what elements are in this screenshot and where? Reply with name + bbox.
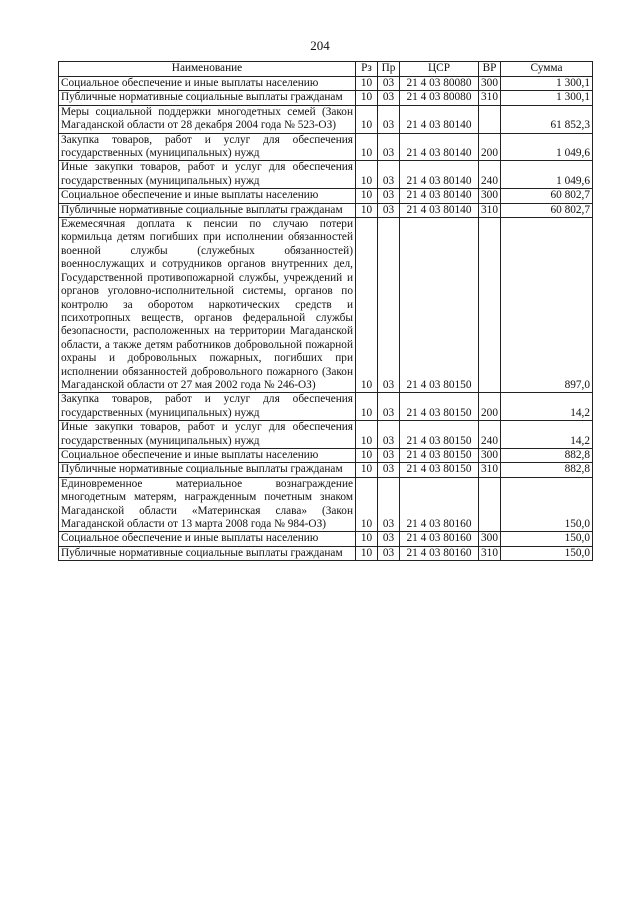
row-sum: 882,8 (501, 463, 593, 477)
row-vr: 310 (479, 91, 501, 105)
header-rz: Рз (356, 62, 378, 77)
row-csr: 21 4 03 80140 (400, 133, 479, 161)
row-csr: 21 4 03 80150 (400, 463, 479, 477)
row-pr: 03 (378, 546, 400, 560)
row-pr: 03 (378, 463, 400, 477)
header-sum: Сумма (501, 62, 593, 77)
row-sum: 1 049,6 (501, 133, 593, 161)
row-name: Социальное обеспечение и иные выплаты населению (59, 189, 356, 203)
row-sum: 150,0 (501, 477, 593, 532)
row-vr: 310 (479, 203, 501, 217)
row-pr: 03 (378, 77, 400, 91)
row-pr: 03 (378, 203, 400, 217)
row-csr: 21 4 03 80080 (400, 77, 479, 91)
table-row (59, 133, 593, 161)
row-pr: 03 (378, 105, 400, 133)
row-sum: 60 802,7 (501, 203, 593, 217)
row-rz: 10 (356, 448, 378, 462)
row-sum: 60 802,7 (501, 189, 593, 203)
row-rz: 10 (356, 77, 378, 91)
row-csr: 21 4 03 80160 (400, 477, 479, 532)
table-row (59, 105, 593, 133)
row-vr: 300 (479, 189, 501, 203)
row-csr: 21 4 03 80140 (400, 203, 479, 217)
header-pr: Пр (378, 62, 400, 77)
row-rz: 10 (356, 393, 378, 421)
table-row (59, 448, 593, 462)
header-csr: ЦСР (400, 62, 479, 77)
row-name: Закупка товаров, работ и услуг для обеспечения государственных (муниципальных) нужд (59, 133, 356, 161)
row-rz: 10 (356, 463, 378, 477)
row-name: Иные закупки товаров, работ и услуг для обеспечения государственных (муниципальных) нужд (59, 421, 356, 449)
row-name: Публичные нормативные социальные выплаты гражданам (59, 91, 356, 105)
row-vr (479, 218, 501, 393)
row-rz: 10 (356, 105, 378, 133)
row-name: Иные закупки товаров, работ и услуг для обеспечения государственных (муниципальных) нужд (59, 161, 356, 189)
row-rz: 10 (356, 133, 378, 161)
row-csr: 21 4 03 80150 (400, 218, 479, 393)
table-row (59, 161, 593, 189)
budget-table (58, 61, 593, 561)
table-row (59, 546, 593, 560)
row-vr (479, 105, 501, 133)
row-csr: 21 4 03 80150 (400, 421, 479, 449)
row-sum: 882,8 (501, 448, 593, 462)
row-vr: 300 (479, 448, 501, 462)
row-pr: 03 (378, 91, 400, 105)
row-sum: 1 049,6 (501, 161, 593, 189)
row-rz: 10 (356, 421, 378, 449)
row-rz: 10 (356, 189, 378, 203)
table-row (59, 203, 593, 217)
row-name: Публичные нормативные социальные выплаты гражданам (59, 463, 356, 477)
row-sum: 1 300,1 (501, 91, 593, 105)
table-row (59, 189, 593, 203)
row-rz: 10 (356, 161, 378, 189)
row-vr: 240 (479, 161, 501, 189)
row-sum: 1 300,1 (501, 77, 593, 91)
row-pr: 03 (378, 161, 400, 189)
row-csr: 21 4 03 80160 (400, 532, 479, 546)
row-sum: 150,0 (501, 546, 593, 560)
table-row (59, 393, 593, 421)
row-vr: 310 (479, 546, 501, 560)
row-vr: 240 (479, 421, 501, 449)
row-vr: 300 (479, 77, 501, 91)
row-rz: 10 (356, 477, 378, 532)
row-vr: 300 (479, 532, 501, 546)
row-rz: 10 (356, 532, 378, 546)
row-rz: 10 (356, 203, 378, 217)
row-name: Единовременное материальное вознаграждение многодетным матерям, награжденным почетным знаком Магаданской области «Материнская слава» (Закон Магаданской области от 13 марта 2008 года № 984-ОЗ) (59, 477, 356, 532)
row-name: Меры социальной поддержки многодетных семей (Закон Магаданской области от 28 декабря 2004 года № 523-ОЗ) (59, 105, 356, 133)
row-csr: 21 4 03 80140 (400, 105, 479, 133)
row-pr: 03 (378, 189, 400, 203)
header-vr: ВР (479, 62, 501, 77)
row-vr: 310 (479, 463, 501, 477)
table-row (59, 463, 593, 477)
row-pr: 03 (378, 477, 400, 532)
row-vr (479, 477, 501, 532)
row-csr: 21 4 03 80080 (400, 91, 479, 105)
row-vr: 200 (479, 133, 501, 161)
table-row (59, 218, 593, 393)
row-csr: 21 4 03 80140 (400, 189, 479, 203)
row-rz: 10 (356, 91, 378, 105)
row-csr: 21 4 03 80150 (400, 393, 479, 421)
row-name: Закупка товаров, работ и услуг для обеспечения государственных (муниципальных) нужд (59, 393, 356, 421)
row-sum: 14,2 (501, 421, 593, 449)
row-name: Ежемесячная доплата к пенсии по случаю потери кормильца детям погибших при исполнении обязанностей военной службы (служебных обязанностей) военнослужащих и сотрудников органов внутренних дел, Государственной противопожарной службы, учреждений и органов уголовно-исполнительной системы, органов по контролю за оборотом наркотических средств и психотропных веществ, органов федеральной службы безопасности, расположенных на территории Магаданской области, а также детям работников добровольной пожарной охраны и добровольных пожарных, погибших при исполнении обязанностей добровольного пожарного (Закон Магаданской области от 27 мая 2002 года № 246-ОЗ) (59, 218, 356, 393)
row-vr: 200 (479, 393, 501, 421)
row-name: Публичные нормативные социальные выплаты гражданам (59, 203, 356, 217)
row-name: Социальное обеспечение и иные выплаты населению (59, 448, 356, 462)
header-name: Наименование (59, 62, 356, 77)
row-sum: 897,0 (501, 218, 593, 393)
row-pr: 03 (378, 532, 400, 546)
page-number: 204 (310, 38, 330, 53)
row-sum: 150,0 (501, 532, 593, 546)
row-sum: 61 852,3 (501, 105, 593, 133)
row-pr: 03 (378, 133, 400, 161)
row-rz: 10 (356, 546, 378, 560)
row-name: Социальное обеспечение и иные выплаты населению (59, 77, 356, 91)
table-header-row (59, 62, 593, 77)
row-pr: 03 (378, 448, 400, 462)
table-row (59, 477, 593, 532)
row-sum: 14,2 (501, 393, 593, 421)
row-csr: 21 4 03 80160 (400, 546, 479, 560)
row-name: Социальное обеспечение и иные выплаты населению (59, 532, 356, 546)
row-name: Публичные нормативные социальные выплаты гражданам (59, 546, 356, 560)
row-csr: 21 4 03 80140 (400, 161, 479, 189)
row-pr: 03 (378, 421, 400, 449)
table-row (59, 77, 593, 91)
row-csr: 21 4 03 80150 (400, 448, 479, 462)
row-pr: 03 (378, 393, 400, 421)
table-row (59, 532, 593, 546)
table-row (59, 91, 593, 105)
row-pr: 03 (378, 218, 400, 393)
row-rz: 10 (356, 218, 378, 393)
table-row (59, 421, 593, 449)
